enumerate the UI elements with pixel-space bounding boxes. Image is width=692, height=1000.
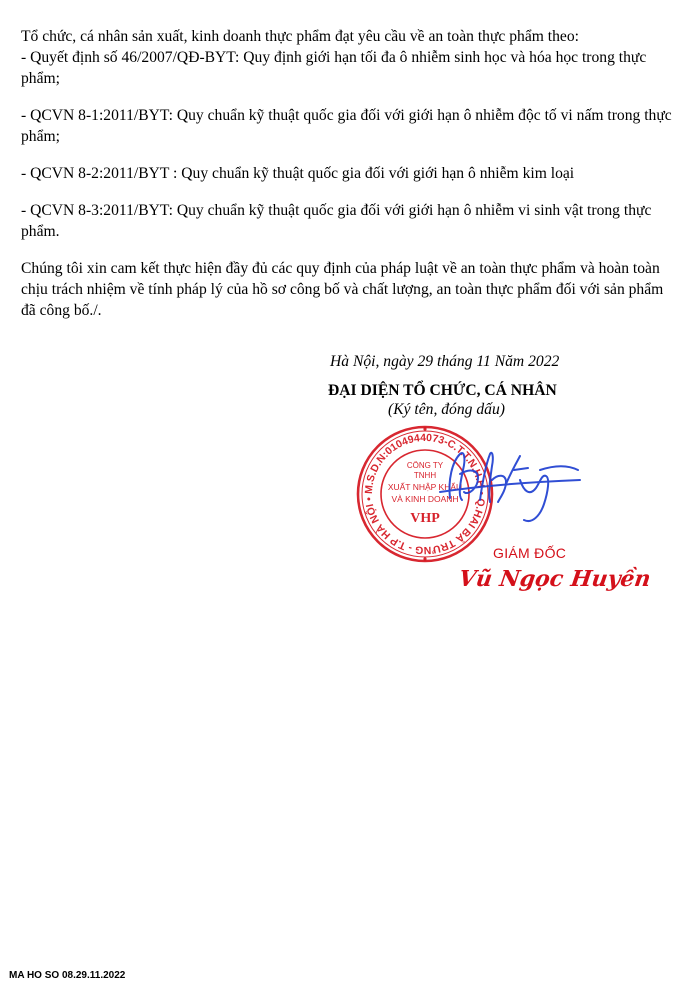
seal-line: VÀ KINH DOANH: [391, 494, 459, 504]
intro-paragraph: Tổ chức, cá nhân sản xuất, kinh doanh thực phẩm đạt yêu cầu về an toàn thực phẩm theo:: [21, 28, 579, 45]
director-name: Vũ Ngọc Huyền: [457, 566, 653, 592]
director-title: GIÁM ĐỐC: [493, 545, 567, 561]
representative-title: ĐẠI DIỆN TỔ CHỨC, CÁ NHÂN: [328, 382, 557, 399]
regulation-item: - QCVN 8-1:2011/BYT: Quy chuẩn kỹ thuật quốc gia đối với giới hạn ô nhiễm độc tố vi nấm trong thực phẩm;: [21, 107, 672, 145]
commitment-paragraph: Chúng tôi xin cam kết thực hiện đầy đủ các quy định của pháp luật về an toàn thực phẩm và hoàn toàn chịu trách nhiệm về tính pháp lý của hồ sơ công bố và chất lượng, an toàn thực phẩm đối với sản phẩm đã công bố./.: [21, 260, 664, 319]
regulation-item: - Quyết định số 46/2007/QĐ-BYT: Quy định giới hạn tối đa ô nhiễm sinh học và hóa học trong thực phẩm;: [21, 49, 647, 87]
seal-line: VHP: [410, 511, 440, 526]
date-line: Hà Nội, ngày 29 tháng 11 Năm 2022: [330, 353, 560, 370]
regulation-item: - QCVN 8-3:2011/BYT: Quy chuẩn kỹ thuật quốc gia đối với giới hạn ô nhiễm vi sinh vật trong thực phẩm.: [21, 202, 652, 240]
seal-line: CÔNG TY: [406, 461, 444, 470]
regulation-item: - QCVN 8-2:2011/BYT : Quy chuẩn kỹ thuật quốc gia đối với giới hạn ô nhiễm kim loại: [21, 165, 575, 182]
dossier-code: MA HO SO 08.29.11.2022: [9, 970, 126, 981]
document-body: [21, 26, 677, 321]
seal-line: TNHH: [413, 471, 437, 480]
seal-line: XUẤT NHẬP KHẨU: [387, 482, 463, 492]
sign-instruction: (Ký tên, đóng dấu): [388, 401, 505, 418]
handwritten-signature: [420, 440, 590, 530]
seal-ring-text: M.S.D.N:0104944073-C.T.T.N.H.H • Q.HAI BÀ TRƯNG - T.P HÀ NỘI •: [362, 431, 488, 557]
svg-text:M.S.D.N:0104944073-C.T.T.N.H.H: [363, 432, 487, 556]
company-seal: [355, 424, 495, 564]
